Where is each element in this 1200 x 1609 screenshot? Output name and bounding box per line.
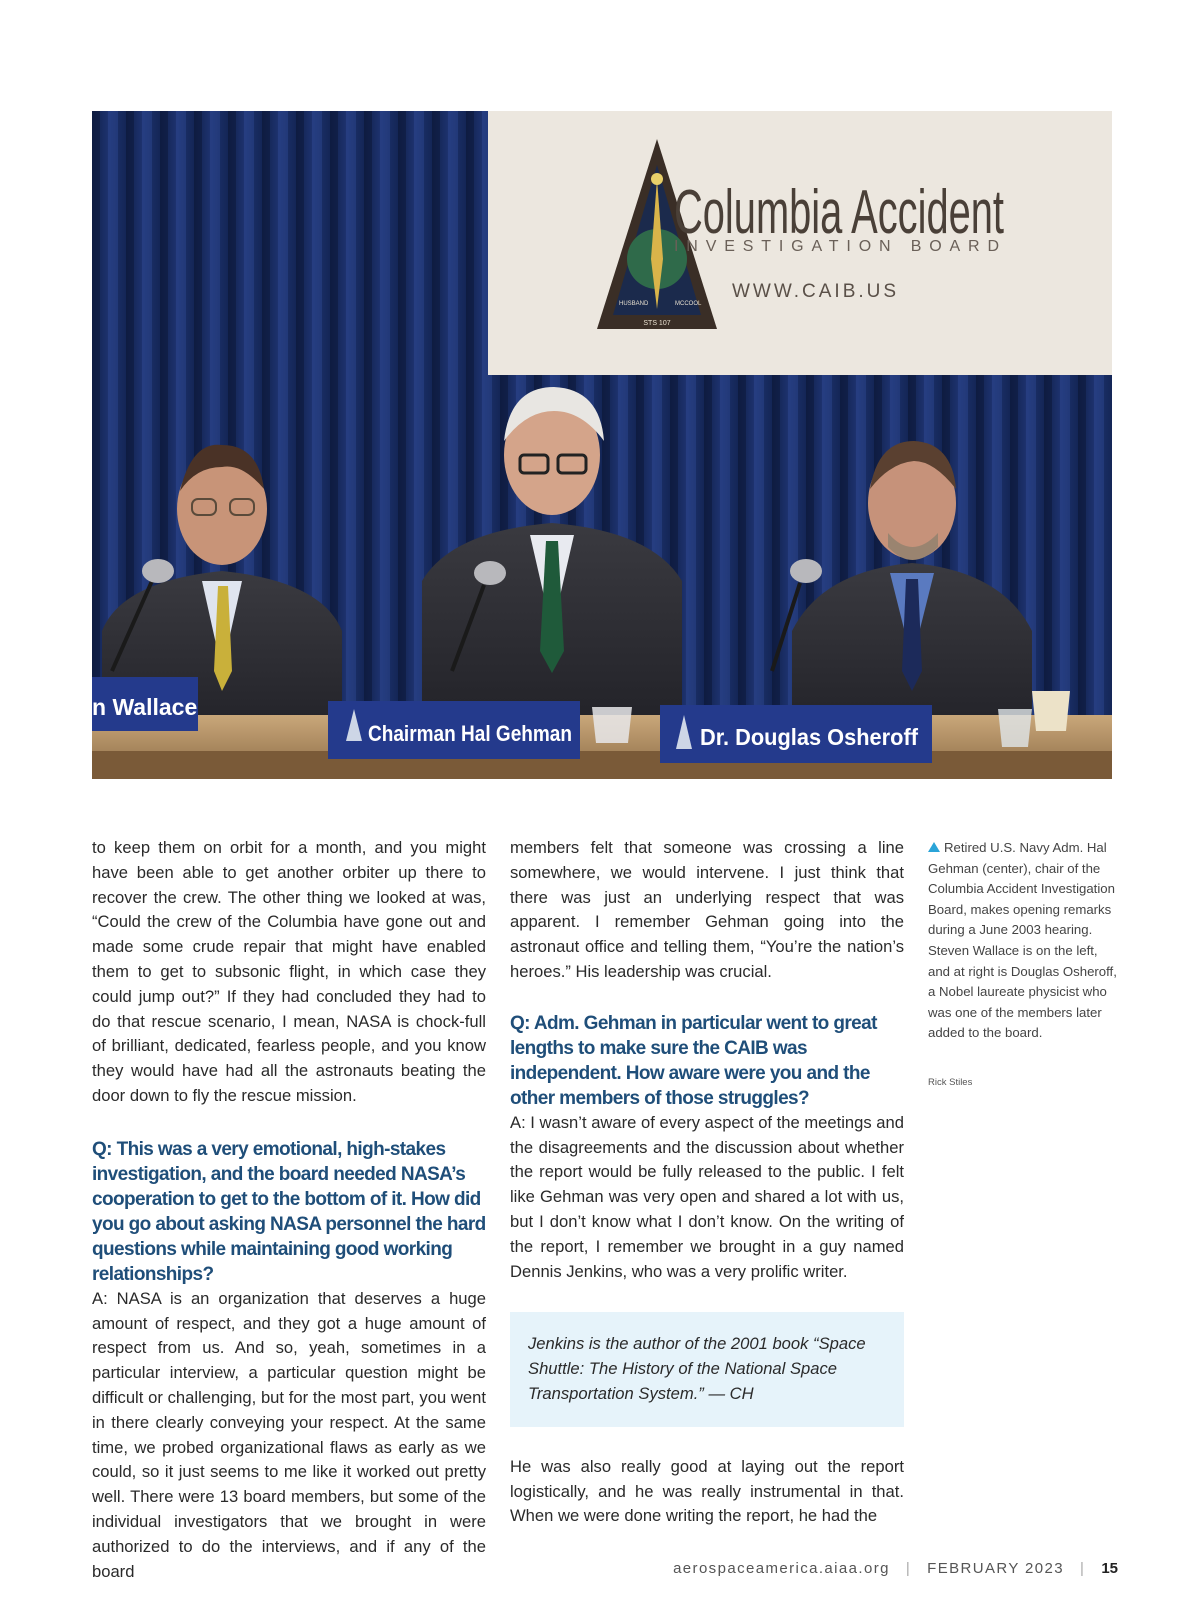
- banner-subtitle: INVESTIGATION BOARD: [674, 238, 1004, 255]
- photo-caption: [928, 838, 1118, 1044]
- question-heading: Q: Adm. Gehman in particular went to great lengths to make sure the CAIB was independent. How aware were you and the other members of those struggles?: [510, 1012, 877, 1109]
- svg-text:Chairman Hal Gehman: Chairman Hal Gehman: [368, 721, 572, 746]
- svg-text:MCCOOL: MCCOOL: [675, 301, 702, 307]
- svg-text:HUSBAND: HUSBAND: [619, 301, 649, 307]
- page-number: 15: [1101, 1560, 1118, 1577]
- answer-paragraph: A: NASA is an organization that deserves a huge amount of respect, and they got a huge amount of respect from us. And so, yeah, sometimes in a particular interview, a particular question might be difficult or challenging, but for the most part, you went in there clearly conveying your respect. At the same time, we probed organizational flaws as early as we could, so it just seems to me like it worked out pretty well. There were 13 board members, but some of the individual investigators that we brought in were authorized to do the interviews, and if any of the board: [92, 1288, 486, 1581]
- photo-credit: Rick Stiles: [928, 1077, 973, 1088]
- question-heading: Q: This was a very emotional, high-stakes investigation, and the board needed NASA’s cooperation to get to the bottom of it. How did you go about asking NASA personnel the hard questions while maintaining good working relationships?: [92, 1138, 486, 1285]
- nameplate-gehman: [328, 701, 580, 759]
- body-paragraph: members felt that someone was crossing a line somewhere, we would intervene. I just think that there was just an underlying respect that was apparent. I remember Gehman going into the astronaut office and telling them, “You’re the nation’s heroes.” His leadership was crucial.: [510, 838, 904, 981]
- page-footer: [673, 1560, 1118, 1577]
- banner-url: WWW.CAIB.US: [732, 281, 900, 302]
- article-column-2: [510, 836, 904, 1529]
- caib-banner: [488, 111, 1112, 375]
- footer-separator: |: [905, 1560, 912, 1577]
- body-paragraph: He was also really good at laying out the report logistically, and he was really instrumental in that. When we were done writing the report, he had the: [510, 1456, 904, 1526]
- svg-text:n Wallace: n Wallace: [92, 694, 198, 720]
- editor-note-callout: [510, 1312, 904, 1426]
- footer-site: aerospaceamerica.aiaa.org: [673, 1560, 890, 1577]
- caption-marker-icon: [928, 842, 940, 852]
- answer-paragraph: A: I wasn’t aware of every aspect of the meetings and the disagreements and the discussion about whether the report would be fully released to the public. I felt like Gehman was very open and shared a lot with us, but I don’t know what I don’t know. On the writing of the report, I remember we brought in a guy named Dennis Jenkins, who was a very prolific writer.: [510, 1112, 904, 1281]
- nameplate-osheroff: [660, 705, 932, 763]
- nameplate-wallace: [92, 677, 198, 731]
- svg-text:Dr. Douglas Osheroff: Dr. Douglas Osheroff: [700, 724, 919, 750]
- svg-text:STS 107: STS 107: [643, 320, 671, 327]
- hearing-photo: [92, 111, 1112, 779]
- caption-text: Retired U.S. Navy Adm. Hal Gehman (center), chair of the Columbia Accident Investigation Board, makes opening remarks during a June 2003 hearing. Steven Wallace is on the left, and at right is Douglas Osheroff, a Nobel laureate physicist who was one of the members later added to the board.: [928, 840, 1117, 1041]
- footer-separator: |: [1080, 1560, 1086, 1577]
- article-column-1: [92, 836, 486, 1584]
- callout-text: Jenkins is the author of the 2001 book “Space Shuttle: The History of the National Space Transportation System.” — CH: [528, 1334, 866, 1403]
- footer-issue: FEBRUARY 2023: [927, 1560, 1065, 1577]
- body-paragraph: to keep them on orbit for a month, and you might have been able to get another orbiter up there to recover the crew. The other thing we looked at was, “Could the crew of the Columbia have gone out and made some crude repair that might have enabled them to get to subsonic flight, in which case they could jump out?” If they had concluded they had to do that rescue scenario, I mean, NASA is chock-full of brilliant, dedicated, fearless people, and you know they would have had all the astronauts beating the door down to fly the rescue mission.: [92, 838, 486, 1105]
- banner-title: Columbia Accident: [674, 178, 1004, 247]
